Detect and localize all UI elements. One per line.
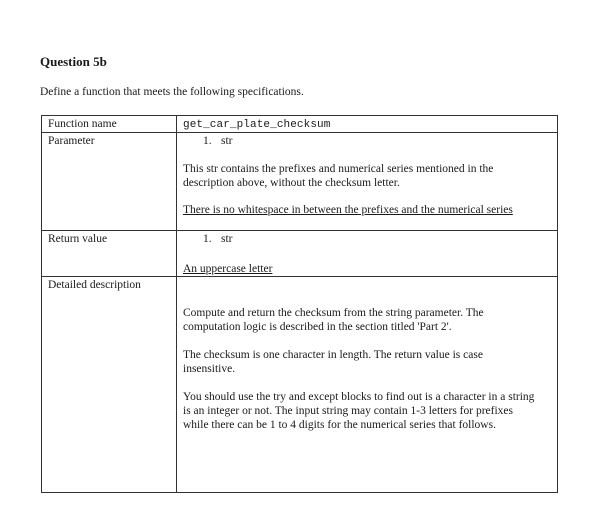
function-name-row <box>42 116 558 133</box>
detailed-description-row <box>42 277 558 493</box>
return-item-type: str <box>221 233 233 245</box>
instruction-text: Define a function that meets the following specifications. <box>40 86 304 98</box>
function-name-value: get_car_plate_checksum <box>183 119 331 131</box>
function-name-label: Function name <box>42 116 177 133</box>
return-item <box>183 232 557 246</box>
return-value-row <box>42 231 558 277</box>
detailed-paragraph-3: You should use the try and except blocks to find out is a character in a string is an integer or not. The input string may contain 1-3 letters for prefixes while there can be 1 to 4 digits for the numerical series that follows. <box>183 391 535 431</box>
parameter-label: Parameter <box>42 133 177 231</box>
parameter-description-2: There is no whitespace in between the prefixes and the numerical series <box>183 204 513 216</box>
parameter-item-type: str <box>221 135 233 147</box>
detailed-paragraph-2: The checksum is one character in length. The return value is case insensitive. <box>183 349 483 375</box>
return-value-label: Return value <box>42 231 177 277</box>
function-spec-table <box>41 115 558 493</box>
parameter-item-number: 1. <box>203 135 212 147</box>
question-title: Question 5b <box>40 54 107 69</box>
parameter-item <box>183 134 557 148</box>
detailed-description-label: Detailed description <box>42 277 177 493</box>
return-description: An uppercase letter <box>183 263 273 275</box>
parameter-row <box>42 133 558 231</box>
parameter-description-1: This str contains the prefixes and numerical series mentioned in the description above, without the checksum letter. <box>183 163 494 189</box>
detailed-paragraph-1: Compute and return the checksum from the string parameter. The computation logic is described in the section titled 'Part 2'. <box>183 307 484 333</box>
return-item-number: 1. <box>203 233 212 245</box>
